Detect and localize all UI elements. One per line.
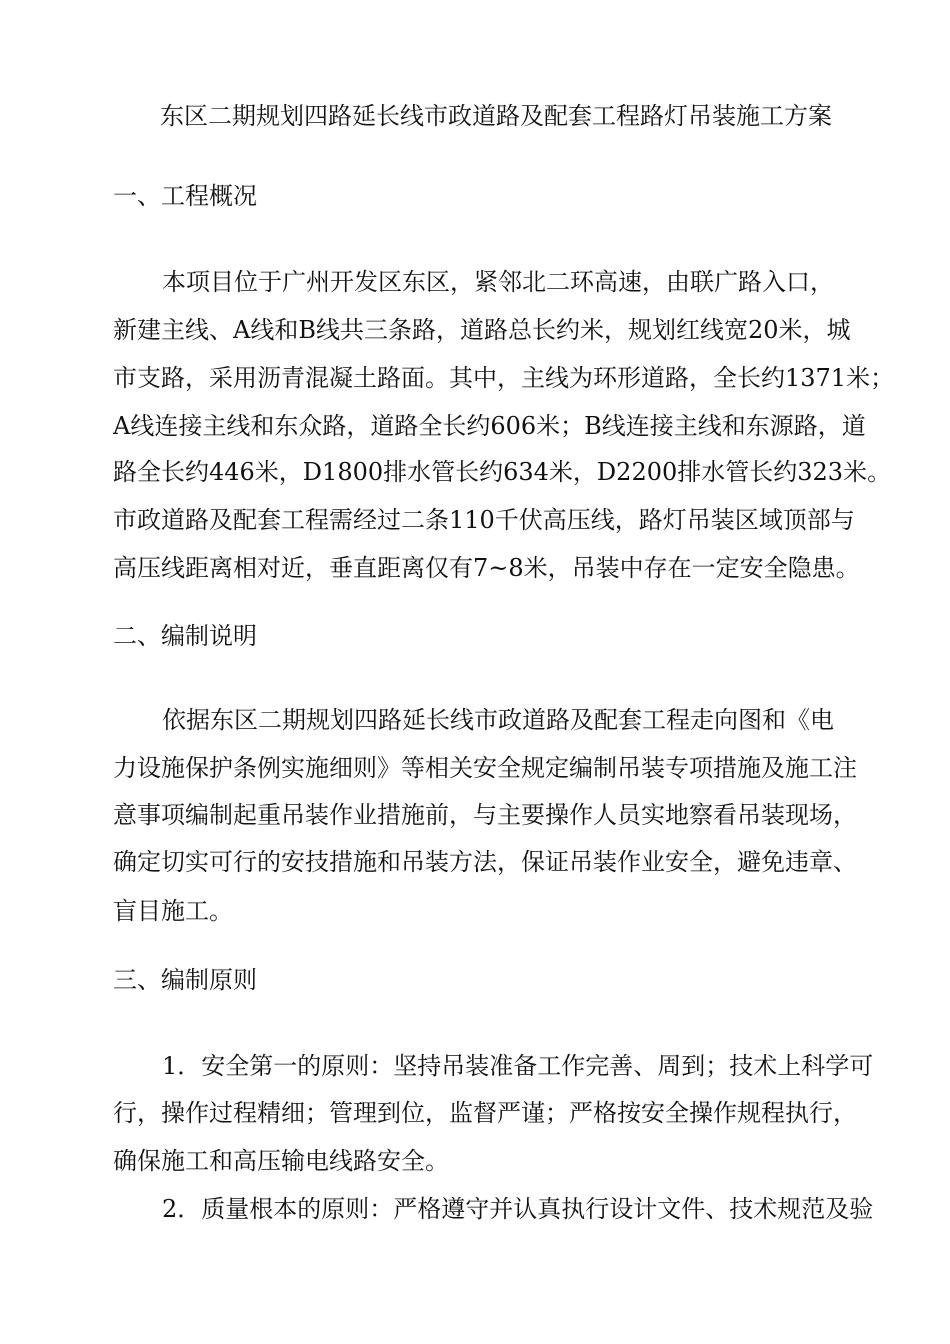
section-heading-overview: 一、工程概况 bbox=[113, 182, 257, 210]
paragraph-line: 盲目施工。 bbox=[113, 897, 233, 925]
paragraph-line: A线连接主线和东众路，道路全长约606米；B线连接主线和东源路，道 bbox=[113, 412, 866, 440]
paragraph-line: 行，操作过程精细；管理到位，监督严谨；严格按安全操作规程执行， bbox=[113, 1099, 857, 1127]
paragraph-line: 高压线距离相对近，垂直距离仅有7~8米，吊装中存在一定安全隐患。 bbox=[113, 554, 860, 582]
paragraph-line: 路全长约446米，D1800排水管长约634米，D2200排水管长约323米。 bbox=[113, 458, 892, 486]
paragraph-line: 市支路，采用沥青混凝土路面。其中，主线为环形道路，全长约1371米； bbox=[113, 364, 895, 392]
paragraph-line: 力设施保护条例实施细则》等相关安全规定编制吊装专项措施及施工注 bbox=[113, 754, 857, 782]
paragraph-line: 新建主线、A线和B线共三条路，道路总长约米，规划红线宽20米，城 bbox=[113, 316, 851, 344]
paragraph-line: 2．质量根本的原则：严格遵守并认真执行设计文件、技术规范及验 bbox=[162, 1195, 874, 1223]
paragraph-line: 市政道路及配套工程需经过二条110千伏高压线，路灯吊装区域顶部与 bbox=[113, 506, 855, 534]
paragraph-line: 意事项编制起重吊装作业措施前，与主要操作人员实地察看吊装现场， bbox=[113, 801, 857, 829]
paragraph-line: 确保施工和高压输电线路安全。 bbox=[113, 1147, 449, 1175]
document-title: 东区二期规划四路延长线市政道路及配套工程路灯吊装施工方案 bbox=[160, 102, 832, 130]
paragraph-line: 确定切实可行的安技措施和吊装方法，保证吊装作业安全，避免违章、 bbox=[113, 848, 857, 876]
paragraph-line: 本项目位于广州开发区东区，紧邻北二环高速，由联广路入口， bbox=[162, 268, 834, 296]
paragraph-line: 1．安全第一的原则：坚持吊装准备工作完善、周到；技术上科学可 bbox=[162, 1052, 874, 1080]
paragraph-line: 依据东区二期规划四路延长线市政道路及配套工程走向图和《电 bbox=[162, 706, 834, 734]
section-heading-compilation-notes: 二、编制说明 bbox=[113, 622, 257, 650]
section-heading-principles: 三、编制原则 bbox=[113, 966, 257, 994]
